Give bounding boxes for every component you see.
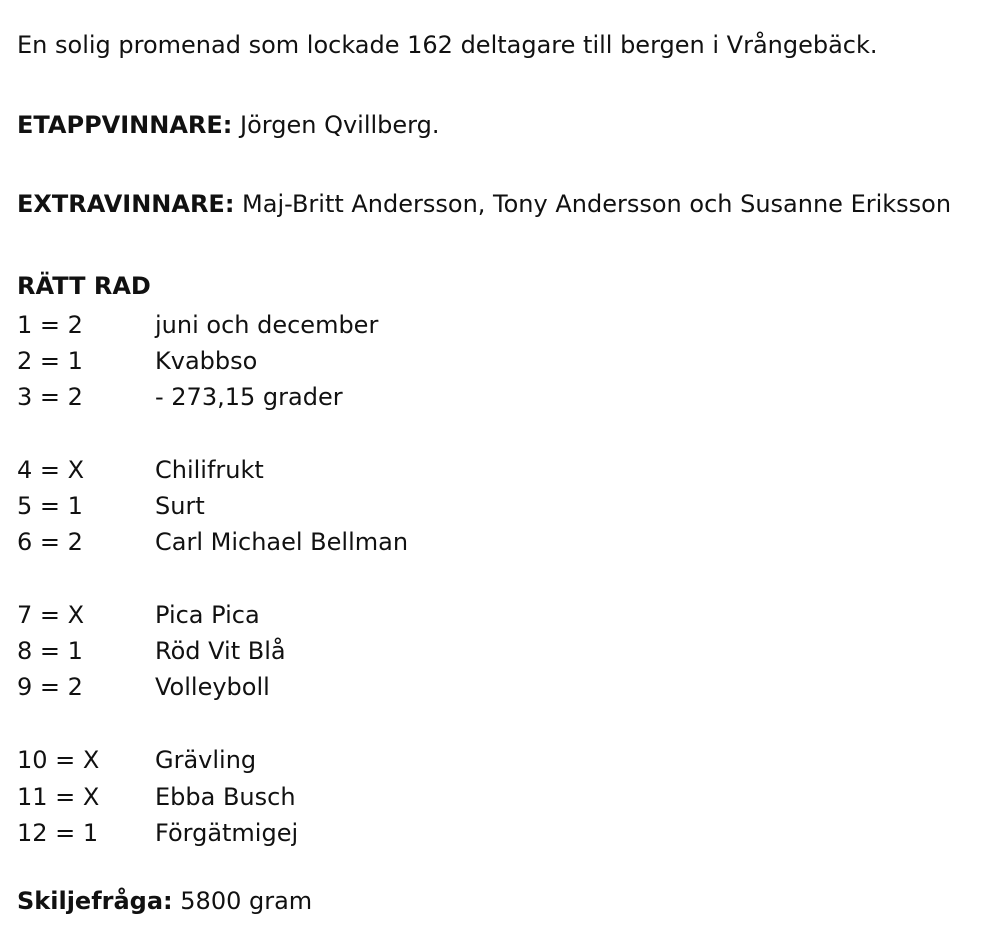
answer-number: 9 = 2 (17, 673, 83, 701)
skiljefraga-label: Skiljefråga: (17, 887, 173, 915)
answer-row (17, 491, 717, 521)
answer-number: 6 = 2 (17, 528, 83, 556)
answer-text: Förgätmigej (155, 819, 299, 847)
etappvinnare-value: Jörgen Qvillberg. (232, 111, 440, 139)
skiljefraga-value: 5800 gram (172, 887, 313, 915)
answer-number: 7 = X (17, 601, 85, 629)
answer-text: Grävling (155, 746, 257, 774)
skiljefraga-line (17, 886, 312, 916)
ratt-rad-heading: RÄTT RAD (17, 272, 151, 300)
extravinnare-label: EXTRAVINNARE: (17, 190, 235, 218)
answer-number: 3 = 2 (17, 383, 83, 411)
answer-row (17, 600, 717, 630)
answer-text: Carl Michael Bellman (155, 528, 409, 556)
answer-text: Chilifrukt (155, 456, 264, 484)
answer-number: 10 = X (17, 746, 100, 774)
answer-number: 2 = 1 (17, 347, 83, 375)
intro-text: En solig promenad som lockade 162 deltagare till bergen i Vrångebäck. (17, 31, 878, 59)
answer-row (17, 636, 717, 666)
answer-row (17, 527, 717, 557)
answer-text: - 273,15 grader (155, 383, 343, 411)
answer-text: Volleyboll (155, 673, 270, 701)
etappvinnare-label: ETAPPVINNARE: (17, 111, 233, 139)
extravinnare-value: Maj-Britt Andersson, Tony Andersson och Susanne Eriksson (234, 190, 952, 218)
answer-row (17, 818, 717, 848)
answer-row (17, 310, 717, 340)
answer-text: Surt (155, 492, 205, 520)
answer-text: Pica Pica (155, 601, 260, 629)
answer-row (17, 382, 717, 412)
extravinnare-line (17, 189, 951, 219)
answer-number: 11 = X (17, 783, 100, 811)
answer-row (17, 455, 717, 485)
answer-number: 4 = X (17, 456, 85, 484)
answer-text: juni och december (155, 311, 379, 339)
answer-text: Ebba Busch (155, 783, 296, 811)
answer-number: 12 = 1 (17, 819, 99, 847)
answer-text: Kvabbso (155, 347, 258, 375)
answer-row (17, 346, 717, 376)
answer-row (17, 782, 717, 812)
etappvinnare-line (17, 110, 439, 140)
answer-text: Röd Vit Blå (155, 637, 286, 665)
answer-number: 8 = 1 (17, 637, 83, 665)
answer-number: 5 = 1 (17, 492, 83, 520)
answer-row (17, 745, 717, 775)
answer-row (17, 672, 717, 702)
answer-number: 1 = 2 (17, 311, 83, 339)
